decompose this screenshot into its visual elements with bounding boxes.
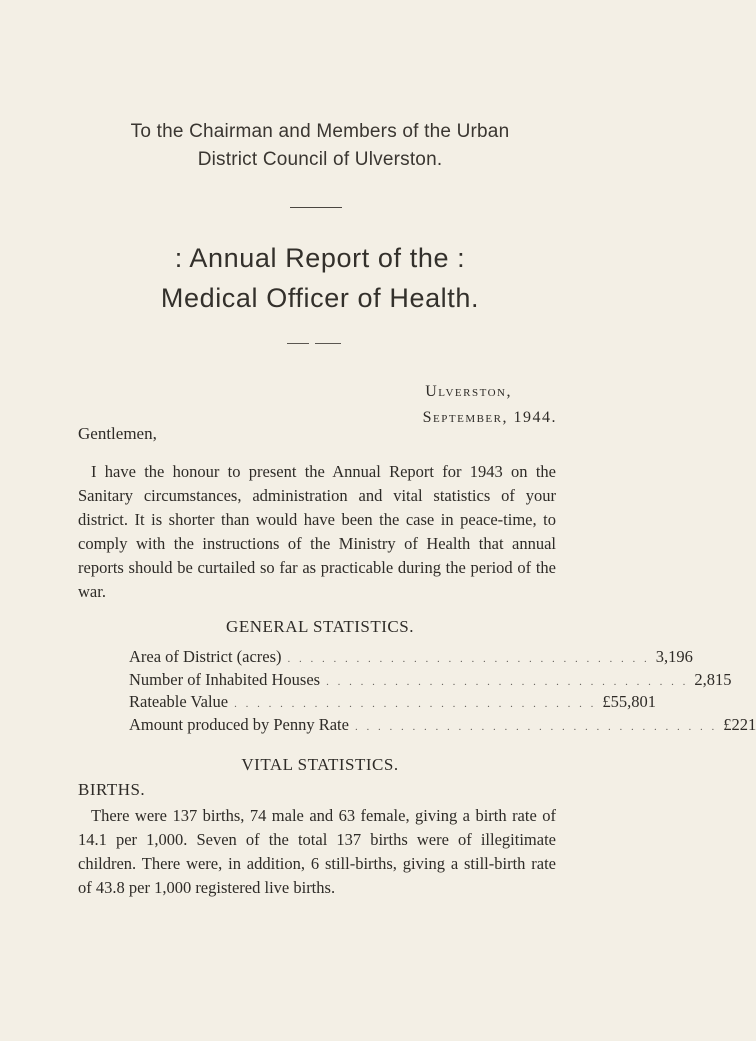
births-heading: BIRTHS.: [78, 780, 146, 799]
stat-label: Number of Inhabited Houses: [129, 669, 321, 689]
stat-label: Area of District (acres): [129, 647, 282, 666]
dot-leader: . . . . . . . . . . . . . . . . . . . . . . . . . . . . . . . .: [234, 698, 597, 710]
stat-label: Amount produced by Penny Rate: [129, 714, 349, 734]
divider-rule-2b: [315, 343, 341, 344]
dot-leader: . . . . . . . . . . . . . . . . . . . . . . . . . . . . . . . .: [354, 720, 718, 733]
dateline-place: Ulverston,: [425, 383, 512, 400]
intro-paragraph: I have the honour to present the Annual Report for 1943 on the Sanitary circumstances, administration and vital statistics of your district. It is shorter than would have been the case in peace-time, to comply with the instructions of the Ministry of Health that annual reports should be curtailed so far as practicable during the period of the war.: [78, 462, 556, 601]
stat-value: £55,801: [602, 692, 656, 711]
address-line-2: District Council of Ulverston.: [197, 149, 443, 170]
salutation: Gentlemen,: [78, 424, 157, 443]
address-line-1: To the Chairman and Members of the Urban: [130, 121, 510, 142]
stat-value: £221: [723, 714, 756, 734]
stat-label: Rateable Value: [129, 692, 229, 711]
stat-row: [129, 669, 732, 693]
vital-statistics-heading: VITAL STATISTICS.: [241, 755, 399, 774]
divider-rule-2a: [287, 343, 309, 344]
address-block: [0, 118, 640, 174]
report-title: [0, 238, 640, 318]
report-title-line-1: : Annual Report of the :: [174, 243, 466, 273]
stat-row: [129, 647, 693, 670]
dot-leader: . . . . . . . . . . . . . . . . . . . . . . . . . . . . . . . .: [287, 653, 650, 665]
divider-rule-1: [290, 207, 342, 208]
general-statistics-heading: GENERAL STATISTICS.: [226, 617, 414, 636]
stat-value: 2,815: [694, 669, 732, 689]
stat-row: [129, 714, 756, 738]
dateline: [422, 380, 557, 430]
report-title-line-2: Medical Officer of Health.: [160, 283, 480, 313]
dot-leader: . . . . . . . . . . . . . . . . . . . . . . . . . . . . . . . .: [326, 675, 689, 688]
stat-row: [129, 692, 656, 715]
dateline-date: September, 1944.: [422, 409, 557, 426]
births-paragraph: There were 137 births, 74 male and 63 female, giving a birth rate of 14.1 per 1,000. Seven of the total 137 births were of illegitimate children. There were, in addition, 6 still-births, giving a still-birth rate of 43.8 per 1,000 registered live births.: [78, 806, 556, 897]
stat-value: 3,196: [655, 647, 693, 666]
general-statistics-table: [129, 647, 756, 737]
